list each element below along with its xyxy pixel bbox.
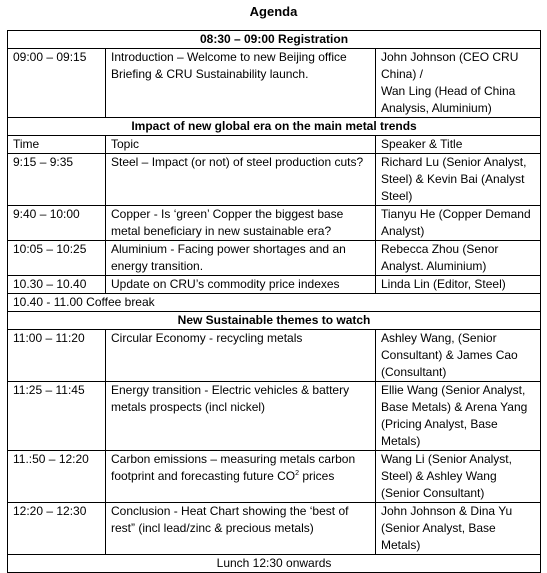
row-topic: Steel – Impact (or not) of steel production cuts?	[106, 154, 376, 206]
section1-heading-row	[8, 118, 541, 136]
column-header-row	[8, 136, 541, 154]
row-speaker: Linda Lin (Editor, Steel)	[376, 276, 541, 294]
row-topic-end: prices	[299, 469, 335, 483]
row-speaker: John Johnson & Dina Yu (Senior Analyst, Base Metals)	[376, 503, 541, 555]
coffee-break-row	[8, 294, 541, 312]
intro-time: 09:00 – 09:15	[8, 49, 106, 118]
agenda-table	[7, 30, 541, 573]
section2-heading-row	[8, 312, 541, 330]
row-time: 11:25 – 11:45	[8, 382, 106, 451]
table-row	[8, 241, 541, 276]
intro-row	[8, 49, 541, 118]
table-row	[8, 382, 541, 451]
registration-heading: 08:30 – 09:00 Registration	[8, 31, 541, 49]
row-topic-main: Carbon emissions – measuring metals carbon footprint and forecasting future CO	[111, 452, 356, 483]
row-speaker: Richard Lu (Senior Analyst, Steel) & Kevin Bai (Analyst Steel)	[376, 154, 541, 206]
table-row	[8, 154, 541, 206]
lunch-label: Lunch 12:30 onwards	[8, 555, 541, 573]
co2-subscript: 2	[295, 470, 300, 477]
row-speaker: Tianyu He (Copper Demand Analyst)	[376, 206, 541, 241]
table-row	[8, 276, 541, 294]
intro-speaker: John Johnson (CEO CRU China) / Wan Ling (Head of China Analysis, Aluminium)	[376, 49, 541, 118]
row-speaker: Ellie Wang (Senior Analyst, Base Metals) & Arena Yang (Pricing Analyst, Base Metals)	[376, 382, 541, 451]
agenda-title: Agenda	[249, 4, 298, 19]
row-time: 10:05 – 10:25	[8, 241, 106, 276]
section1-heading: Impact of new global era on the main metal trends	[8, 118, 541, 136]
table-row	[8, 503, 541, 555]
row-speaker: Ashley Wang, (Senior Consultant) & James Cao (Consultant)	[376, 330, 541, 382]
row-topic: Conclusion - Heat Chart showing the ‘best of rest” (incl lead/zinc & precious metals)	[106, 503, 376, 555]
column-header-speaker: Speaker & Title	[376, 136, 541, 154]
row-topic: Circular Economy - recycling metals	[106, 330, 376, 382]
lunch-row	[8, 555, 541, 573]
coffee-break-label: 10.40 - 11.00 Coffee break	[8, 294, 541, 312]
registration-row	[8, 31, 541, 49]
row-time: 11.:50 – 12:20	[8, 451, 106, 503]
table-row	[8, 451, 541, 503]
table-row	[8, 330, 541, 382]
row-time: 9:15 – 9:35	[8, 154, 106, 206]
column-header-topic: Topic	[106, 136, 376, 154]
section2-heading: New Sustainable themes to watch	[8, 312, 541, 330]
intro-topic: Introduction – Welcome to new Beijing office Briefing & CRU Sustainability launch.	[106, 49, 376, 118]
row-topic: Copper - Is ‘green’ Copper the biggest base metal beneficiary in new sustainable era?	[106, 206, 376, 241]
column-header-time: Time	[8, 136, 106, 154]
row-topic: Energy transition - Electric vehicles & battery metals prospects (incl nickel)	[106, 382, 376, 451]
row-time: 10.30 – 10.40	[8, 276, 106, 294]
row-time: 12:20 – 12:30	[8, 503, 106, 555]
row-topic: Update on CRU’s commodity price indexes	[106, 276, 376, 294]
table-row	[8, 206, 541, 241]
row-time: 11:00 – 11:20	[8, 330, 106, 382]
row-topic	[106, 451, 376, 503]
row-speaker: Rebecca Zhou (Senor Analyst. Aluminium)	[376, 241, 541, 276]
row-speaker: Wang Li (Senior Analyst, Steel) & Ashley Wang (Senior Consultant)	[376, 451, 541, 503]
row-topic: Aluminium - Facing power shortages and an energy transition.	[106, 241, 376, 276]
row-time: 9:40 – 10:00	[8, 206, 106, 241]
